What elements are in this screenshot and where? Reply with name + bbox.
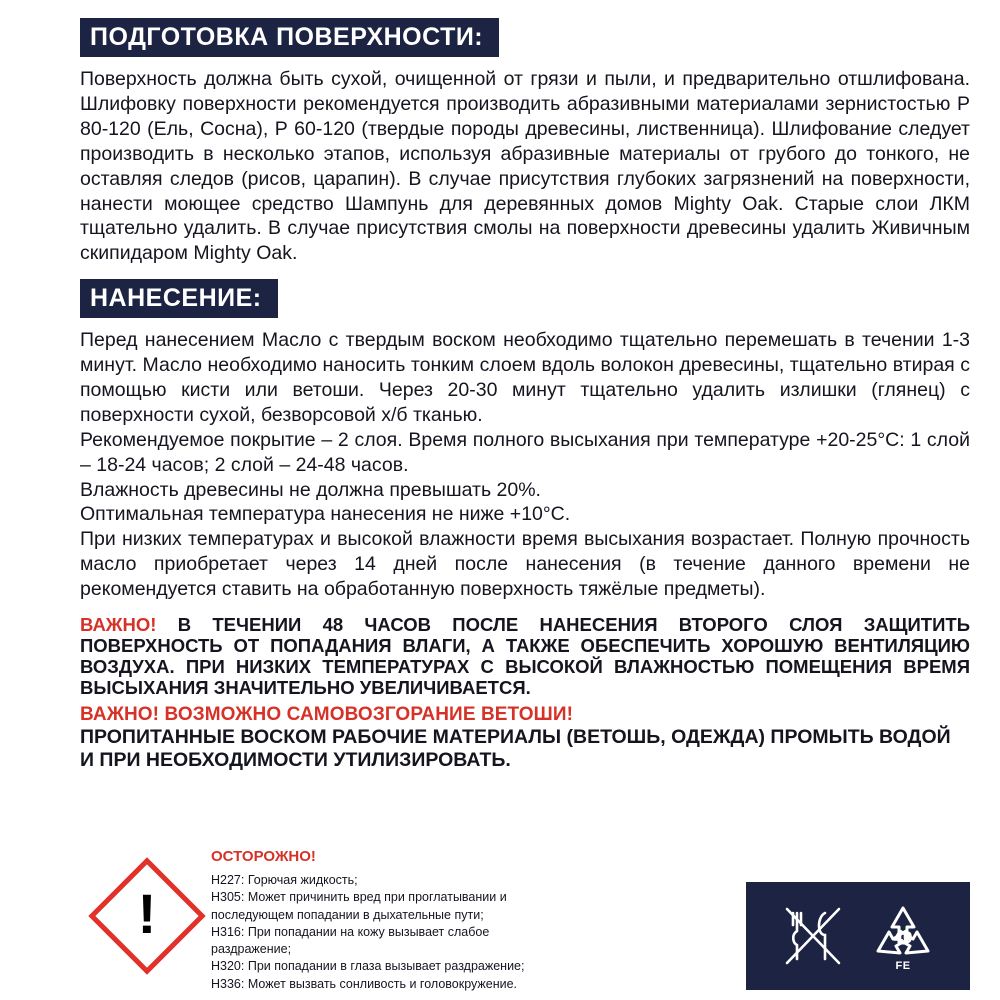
no-food-contact-icon <box>781 901 845 971</box>
surface-prep-body: Поверхность должна быть сухой, очищенной от грязи и пыли, и предварительно отшлифована. Шлифовку поверхности рекомендуется производить абразивными материалами зернистостью Р 80-120 (Ель, Сосна), Р 60-120 (твердые породы древесины, лиственница). Шлифование следует производить в несколько этапов, используя абразивные материалы от грубого до тонкого, не оставляя следов (рисов, царапин). В случае присутствия глубоких загрязнений на поверхности, нанести моющее средство Шампунь для деревянных домов Mighty Oak. Старые слои ЛКМ тщательно удалить. В случае присутствия смолы на поверхности древесины удалить Живичным скипидаром Mighty Oak. <box>80 68 970 265</box>
important-notice-1 <box>80 615 970 699</box>
recycling-code-icon <box>871 901 935 971</box>
application-paragraph-3: Влажность древесины не должна превышать 20%. <box>80 478 541 501</box>
application-paragraph-2: Рекомендуемое покрытие – 2 слоя. Время полного высыхания при температуре +20-25°C: 1 слой – 18-24 часов; 2 слой – 24-48 часов. <box>80 428 970 476</box>
section-header-surface-prep: ПОДГОТОВКА ПОВЕРХНОСТИ: <box>80 18 499 57</box>
important-notice-2-line2: ПРОПИТАННЫЕ ВОСКОМ РАБОЧИЕ МАТЕРИАЛЫ (ВЕТОШЬ, ОДЕЖДА) ПРОМЫТЬ ВОДОЙ И ПРИ НЕОБХОДИМОСТИ УТИЛИЗИРОВАТЬ. <box>80 726 951 771</box>
application-paragraph-4: Оптимальная температура нанесения не ниже +10°C. <box>80 503 571 526</box>
application-paragraph-5: При низких температурах и высокой влажности время высыхания возрастает. Полную прочность масло приобретает через 14 дней после нанесения (в течение данного времени не рекомендуется ставить на обработанную поверхность тяжёлые предметы). <box>80 528 970 600</box>
bottom-area <box>80 846 970 992</box>
important-notice-2-line1: ВАЖНО! ВОЗМОЖНО САМОВОЗГОРАНИЕ ВЕТОШИ! <box>80 704 574 726</box>
surface-prep-header-wrap <box>80 18 970 67</box>
pictogram-panel <box>746 882 970 990</box>
hazard-row <box>95 846 541 993</box>
hazard-text-block <box>211 846 541 993</box>
hazard-title: ОСТОРОЖНО! <box>211 848 316 865</box>
ghs-exclamation-icon: ! <box>95 864 199 968</box>
hazard-line: H316: При попадании на кожу вызывает слабое раздражение; <box>211 924 490 956</box>
important-text-1: В ТЕЧЕНИИ 48 ЧАСОВ ПОСЛЕ НАНЕСЕНИЯ ВТОРОГО СЛОЯ ЗАЩИТИТЬ ПОВЕРХНОСТЬ ОТ ПОПАДАНИЯ ВЛАГИ, А ТАКЖЕ ОБЕСПЕЧИТЬ ХОРОШУЮ ВЕНТИЛЯЦИЮ ВОЗДУХА. ПРИ НИЗКИХ ТЕМПЕРАТУРАХ С ВЫСОКОЙ ВЛАЖНОСТЬЮ ПОМЕЩЕНИЯ ВРЕМЯ ВЫСЫХАНИЯ ЗНАЧИТЕЛЬНО УВЕЛИЧИВАЕТСЯ. <box>80 613 970 698</box>
spacer <box>80 266 970 279</box>
hazard-line: H227: Горючая жидкость; <box>211 873 358 887</box>
recycle-material-label: FE <box>895 960 911 972</box>
hazard-line: H336: Может вызвать сонливость и головокружение. <box>211 976 518 991</box>
section-header-application: НАНЕСЕНИЕ: <box>80 279 278 318</box>
hazard-line: H320: При попадании в глаза вызывает раздражение; <box>211 959 525 974</box>
application-paragraph-1: Перед нанесением Масло с твердым воском необходимо тщательно перемешать в течении 1-3 минут. Масло необходимо наносить тонким слоем вдоль волокон древесины, тщательно втирая с помощью кисти или ветоши. Через 20-30 минут тщательно удалить излишки (глянец) с поверхности сухой, безворсовой х/б тканью. <box>80 329 970 426</box>
application-header-wrap <box>80 279 970 328</box>
recycle-code-text: 40 <box>893 928 913 947</box>
important-label-1: ВАЖНО! <box>80 613 157 635</box>
hazard-line: H305: Может причинить вред при проглатывании и последующем попадании в дыхательные пути; <box>211 890 507 922</box>
